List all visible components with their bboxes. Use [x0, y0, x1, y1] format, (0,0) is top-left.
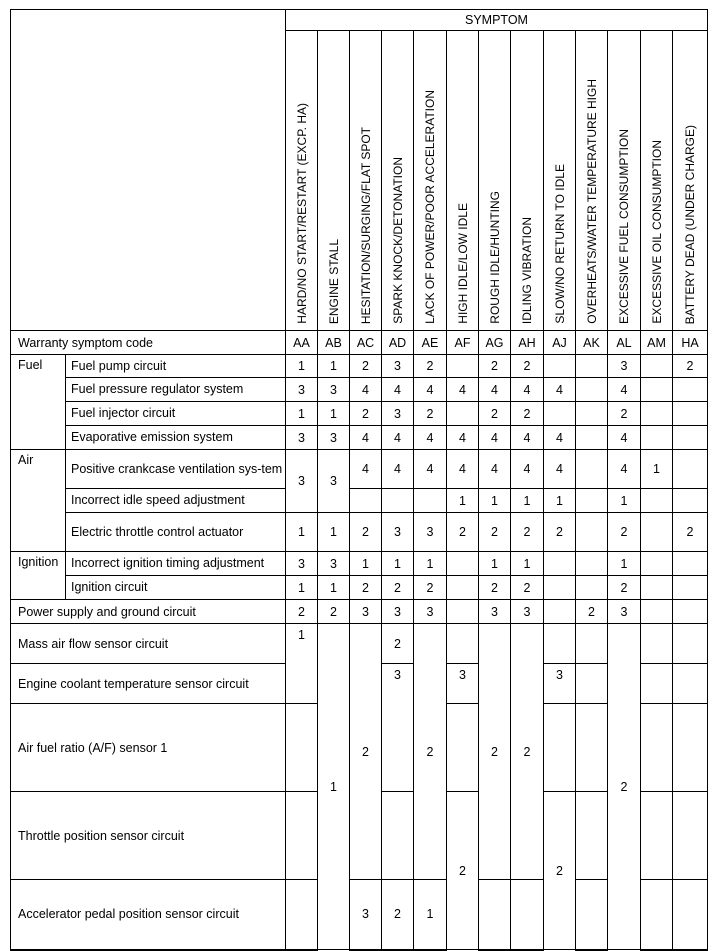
symptom-name-text: EXCESSIVE FUEL CONSUMPTION: [617, 129, 631, 324]
cell-aj-ect: 3: [544, 664, 576, 704]
symptom-name-text: SPARK KNOCK/DETONATION: [390, 157, 405, 324]
cell-aj-ign-timing: [544, 552, 576, 576]
cell-ak-evap: [576, 426, 608, 450]
symptom-name-ae: [414, 31, 447, 331]
cell-ae-throttle-act: 3: [414, 513, 447, 552]
symptom-code-ae: AE: [414, 331, 447, 355]
row-label-ign-timing: Incorrect ignition timing adjustment: [66, 552, 286, 576]
cell-af-ect: 3: [447, 664, 479, 704]
row-label-idle-speed: Incorrect idle speed adjustment: [66, 489, 286, 513]
cell-ae-idle-speed: [414, 489, 447, 513]
symptom-name-text: OVERHEATS/WATER TEMPERATURE HIGH: [584, 79, 599, 324]
cell-am-idle-speed: [641, 489, 673, 513]
cell-ah-fuel-injector: 2: [511, 402, 544, 426]
symptom-name-ac: [350, 31, 382, 331]
cell-ab-throttle-act: 1: [318, 513, 350, 552]
cell-ak-fuel-injector: [576, 402, 608, 426]
symptom-name-text: LACK OF POWER/POOR ACCELERATION: [423, 90, 437, 324]
cell-ak-apps: [576, 880, 608, 950]
symptom-name-ab: [318, 31, 350, 331]
cell-ha-fuel-injector: [673, 402, 708, 426]
cell-af-fuel-pump: [447, 355, 479, 378]
cell-af-fuel-pressure: 4: [447, 378, 479, 402]
cell-ad-fuel-pump: 3: [382, 355, 414, 378]
cell-ag-evap: 4: [479, 426, 511, 450]
cell-ah-sensors: 2: [511, 624, 544, 880]
cell-ad-apps: 2: [382, 880, 414, 950]
symptom-code-am: AM: [641, 331, 673, 355]
symptom-name-al: [608, 31, 641, 331]
symptom-code-ha: HA: [673, 331, 708, 355]
cell-am-evap: [641, 426, 673, 450]
cell-ah-ign-circuit: 2: [511, 576, 544, 600]
cell-ag-power: 3: [479, 600, 511, 624]
symptom-name-text: SLOW/NO RETURN TO IDLE: [552, 164, 567, 324]
cell-aa-pcv: 3: [286, 450, 318, 513]
cell-ad-throttle-act: 3: [382, 513, 414, 552]
cell-ak-af: [576, 704, 608, 792]
cell-ad-sensors: 3: [382, 664, 414, 792]
cell-am-throttle-act: [641, 513, 673, 552]
cell-ak-idle-speed: [576, 489, 608, 513]
cell-ac-fuel-injector: 2: [350, 402, 382, 426]
cell-al-ign-circuit: 2: [608, 576, 641, 600]
cell-ag-ign-timing: 1: [479, 552, 511, 576]
cell-ak-ign-timing: [576, 552, 608, 576]
cell-ac-evap: 4: [350, 426, 382, 450]
cell-ak-tps: [576, 792, 608, 880]
symptom-code-ab: AB: [318, 331, 350, 355]
cell-ad-evap: 4: [382, 426, 414, 450]
symptom-code-ad: AD: [382, 331, 414, 355]
cell-am-apps: [641, 880, 673, 950]
cell-ak-ect: [576, 664, 608, 704]
cell-af-evap: 4: [447, 426, 479, 450]
cell-ah-idle-speed: 1: [511, 489, 544, 513]
row-label-throttle-act: Electric throttle control actuator: [66, 513, 286, 552]
cell-ad-ign-circuit: 2: [382, 576, 414, 600]
cell-ak-throttle-act: [576, 513, 608, 552]
cell-al-idle-speed: 1: [608, 489, 641, 513]
cell-ah-pcv: 4: [511, 450, 544, 489]
cell-ag-throttle-act: 2: [479, 513, 511, 552]
symptom-code-ag: AG: [479, 331, 511, 355]
row-label-af-sensor: Air fuel ratio (A/F) sensor 1: [11, 704, 286, 792]
cell-af-idle-speed: 1: [447, 489, 479, 513]
cell-al-throttle-act: 2: [608, 513, 641, 552]
symptom-name-text: IDLING VIBRATION: [520, 216, 534, 324]
symptom-name-ha: [673, 31, 708, 331]
symptom-name-aj: [544, 31, 576, 331]
cell-ah-ign-timing: 1: [511, 552, 544, 576]
cell-al-fuel-pressure: 4: [608, 378, 641, 402]
cell-al-fuel-pump: 3: [608, 355, 641, 378]
cell-af-low: 2: [447, 792, 479, 950]
cell-ha-throttle-act: 2: [673, 513, 708, 552]
cell-af-af: [447, 704, 479, 792]
cell-ag-fuel-pump: 2: [479, 355, 511, 378]
cell-ha-ect: [673, 664, 708, 704]
cell-ac-power: 3: [350, 600, 382, 624]
cell-am-ign-timing: [641, 552, 673, 576]
cell-ac-pcv: 4: [350, 450, 382, 489]
cell-aa-apps: [286, 880, 318, 950]
cell-am-ect: [641, 664, 673, 704]
cell-ab-fuel-injector: 1: [318, 402, 350, 426]
cell-ac-sensors: 2: [350, 624, 382, 880]
cell-ad-maf: 2: [382, 624, 414, 664]
symptom-name-af: [447, 31, 479, 331]
symptom-name-ag: [479, 31, 511, 331]
cell-aa-power: 2: [286, 600, 318, 624]
cell-ae-evap: 4: [414, 426, 447, 450]
cell-aj-fuel-pressure: 4: [544, 378, 576, 402]
cell-ae-power: 3: [414, 600, 447, 624]
cell-ab-sensors: 1: [318, 624, 350, 950]
cell-af-fuel-injector: [447, 402, 479, 426]
cell-ag-apps: [479, 880, 511, 950]
cell-ad-fuel-pressure: 4: [382, 378, 414, 402]
cell-aj-af: [544, 704, 576, 792]
cell-ac-fuel-pump: 2: [350, 355, 382, 378]
row-label-evap: Evaporative emission system: [66, 426, 286, 450]
header-blank-cell: [11, 10, 286, 331]
cell-am-fuel-pressure: [641, 378, 673, 402]
cell-af-ign-circuit: [447, 576, 479, 600]
cell-af-throttle-act: 2: [447, 513, 479, 552]
cell-af-ign-timing: [447, 552, 479, 576]
cell-ae-ign-timing: 1: [414, 552, 447, 576]
symptom-code-al: AL: [608, 331, 641, 355]
cell-al-evap: 4: [608, 426, 641, 450]
cell-am-af: [641, 704, 673, 792]
row-label-ign-circuit: Ignition circuit: [66, 576, 286, 600]
symptom-name-ak: [576, 31, 608, 331]
cell-ha-ign-circuit: [673, 576, 708, 600]
cell-aj-idle-speed: 1: [544, 489, 576, 513]
symptom-code-aj: AJ: [544, 331, 576, 355]
cell-ac-throttle-act: 2: [350, 513, 382, 552]
cell-ak-fuel-pressure: [576, 378, 608, 402]
cell-aj-throttle-act: 2: [544, 513, 576, 552]
symptom-code-ak: AK: [576, 331, 608, 355]
cell-ad-idle-speed: [382, 489, 414, 513]
symptom-name-text: HARD/NO START/RESTART (EXCP. HA): [294, 103, 309, 324]
cell-ad-pcv: 4: [382, 450, 414, 489]
cell-aa-tps: [286, 792, 318, 880]
cell-ag-sensors: 2: [479, 624, 511, 880]
cell-ac-ign-circuit: 2: [350, 576, 382, 600]
cell-ak-maf: [576, 624, 608, 664]
category-ignition: Ignition: [11, 552, 66, 600]
cell-ab-pcv: 3: [318, 450, 350, 513]
cell-ha-af: [673, 704, 708, 792]
row-label-fuel-injector: Fuel injector circuit: [66, 402, 286, 426]
cell-aj-power: [544, 600, 576, 624]
cell-aj-fuel-injector: [544, 402, 576, 426]
cell-am-tps: [641, 792, 673, 880]
cell-ah-throttle-act: 2: [511, 513, 544, 552]
cell-am-fuel-injector: [641, 402, 673, 426]
cell-ha-idle-speed: [673, 489, 708, 513]
cell-ae-sensors: 2: [414, 624, 447, 880]
symptom-name-ah: [511, 31, 544, 331]
warranty-symptom-code-label: Warranty symptom code: [11, 331, 286, 355]
cell-ad-ign-timing: 1: [382, 552, 414, 576]
symptom-name-aa: [286, 31, 318, 331]
cell-ah-fuel-pressure: 4: [511, 378, 544, 402]
cell-aa-fuel-pump: 1: [286, 355, 318, 378]
symptom-code-ac: AC: [350, 331, 382, 355]
cell-ac-fuel-pressure: 4: [350, 378, 382, 402]
row-label-fuel-pump: Fuel pump circuit: [66, 355, 286, 378]
cell-am-fuel-pump: [641, 355, 673, 378]
cell-ha-fuel-pressure: [673, 378, 708, 402]
cell-ac-apps: 3: [350, 880, 382, 950]
cell-ab-evap: 3: [318, 426, 350, 450]
cell-af-maf: [447, 624, 479, 664]
cell-aa-evap: 3: [286, 426, 318, 450]
cell-ak-fuel-pump: [576, 355, 608, 378]
cell-ha-tps: [673, 792, 708, 880]
cell-aa-af: [286, 704, 318, 792]
cell-ag-idle-speed: 1: [479, 489, 511, 513]
cell-aj-ign-circuit: [544, 576, 576, 600]
cell-ae-pcv: 4: [414, 450, 447, 489]
cell-ah-apps: [511, 880, 544, 950]
symptom-name-text: BATTERY DEAD (UNDER CHARGE): [683, 124, 697, 324]
cell-ab-power: 2: [318, 600, 350, 624]
cell-ha-pcv: [673, 450, 708, 489]
cell-af-power: [447, 600, 479, 624]
cell-ah-fuel-pump: 2: [511, 355, 544, 378]
cell-ha-power: [673, 600, 708, 624]
cell-ag-ign-circuit: 2: [479, 576, 511, 600]
cell-aj-pcv: 4: [544, 450, 576, 489]
cell-aa-sensors: 1: [286, 624, 318, 704]
cell-ha-apps: [673, 880, 708, 950]
cell-am-ign-circuit: [641, 576, 673, 600]
symptom-name-text: HESITATION/SURGING/FLAT SPOT: [358, 126, 373, 324]
symptom-name-text: EXCESSIVE OIL CONSUMPTION: [649, 140, 664, 324]
symptom-code-af: AF: [447, 331, 479, 355]
row-label-tps: Throttle position sensor circuit: [11, 792, 286, 880]
row-label-power: Power supply and ground circuit: [11, 600, 286, 624]
symptom-code-aa: AA: [286, 331, 318, 355]
cell-aj-low: 2: [544, 792, 576, 950]
cell-aa-ign-circuit: 1: [286, 576, 318, 600]
cell-ae-fuel-pressure: 4: [414, 378, 447, 402]
category-fuel: Fuel: [11, 355, 66, 450]
cell-ha-ign-timing: [673, 552, 708, 576]
cell-am-pcv: 1: [641, 450, 673, 489]
cell-ha-fuel-pump: 2: [673, 355, 708, 378]
symptom-name-am: [641, 31, 673, 331]
cell-ah-evap: 4: [511, 426, 544, 450]
cell-am-power: [641, 600, 673, 624]
row-label-apps: Accelerator pedal position sensor circuit: [11, 880, 286, 950]
cell-ae-fuel-pump: 2: [414, 355, 447, 378]
symptom-code-ah: AH: [511, 331, 544, 355]
cell-ab-ign-circuit: 1: [318, 576, 350, 600]
cell-ak-ign-circuit: [576, 576, 608, 600]
cell-aj-evap: 4: [544, 426, 576, 450]
cell-aa-ign-timing: 3: [286, 552, 318, 576]
cell-ad-fuel-injector: 3: [382, 402, 414, 426]
cell-aa-fuel-pressure: 3: [286, 378, 318, 402]
cell-al-fuel-injector: 2: [608, 402, 641, 426]
cell-ab-fuel-pump: 1: [318, 355, 350, 378]
cell-ak-pcv: [576, 450, 608, 489]
cell-al-pcv: 4: [608, 450, 641, 489]
cell-ae-apps: 1: [414, 880, 447, 950]
cell-ac-ign-timing: 1: [350, 552, 382, 576]
diagnosis-matrix-table: [10, 9, 708, 951]
cell-am-maf: [641, 624, 673, 664]
cell-ha-evap: [673, 426, 708, 450]
row-label-pcv: Positive crankcase ventilation sys-tem: [66, 450, 286, 489]
cell-ak-power: 2: [576, 600, 608, 624]
symptom-name-text: ROUGH IDLE/HUNTING: [487, 191, 502, 324]
cell-ad-power: 3: [382, 600, 414, 624]
cell-ae-ign-circuit: 2: [414, 576, 447, 600]
cell-ab-ign-timing: 3: [318, 552, 350, 576]
category-air: Air: [11, 450, 66, 552]
cell-al-sensors: 2: [608, 624, 641, 950]
symptom-name-text: HIGH IDLE/LOW IDLE: [455, 203, 470, 324]
cell-al-power: 3: [608, 600, 641, 624]
cell-ac-idle-speed: [350, 489, 382, 513]
cell-af-pcv: 4: [447, 450, 479, 489]
cell-aj-maf: [544, 624, 576, 664]
symptom-name-ad: [382, 31, 414, 331]
symptom-name-text: ENGINE STALL: [326, 238, 341, 324]
cell-aj-fuel-pump: [544, 355, 576, 378]
cell-ah-power: 3: [511, 600, 544, 624]
row-label-ect: Engine coolant temperature sensor circuit: [11, 664, 286, 704]
cell-ha-maf: [673, 624, 708, 664]
cell-ad-tps: [382, 792, 414, 880]
cell-aa-throttle-act: 1: [286, 513, 318, 552]
cell-ab-fuel-pressure: 3: [318, 378, 350, 402]
cell-ae-fuel-injector: 2: [414, 402, 447, 426]
cell-al-ign-timing: 1: [608, 552, 641, 576]
cell-ag-fuel-pressure: 4: [479, 378, 511, 402]
row-label-maf: Mass air flow sensor circuit: [11, 624, 286, 664]
row-label-fuel-pressure: Fuel pressure regulator system: [66, 378, 286, 402]
symptom-header: SYMPTOM: [286, 10, 708, 31]
cell-ag-pcv: 4: [479, 450, 511, 489]
cell-ag-fuel-injector: 2: [479, 402, 511, 426]
cell-aa-fuel-injector: 1: [286, 402, 318, 426]
